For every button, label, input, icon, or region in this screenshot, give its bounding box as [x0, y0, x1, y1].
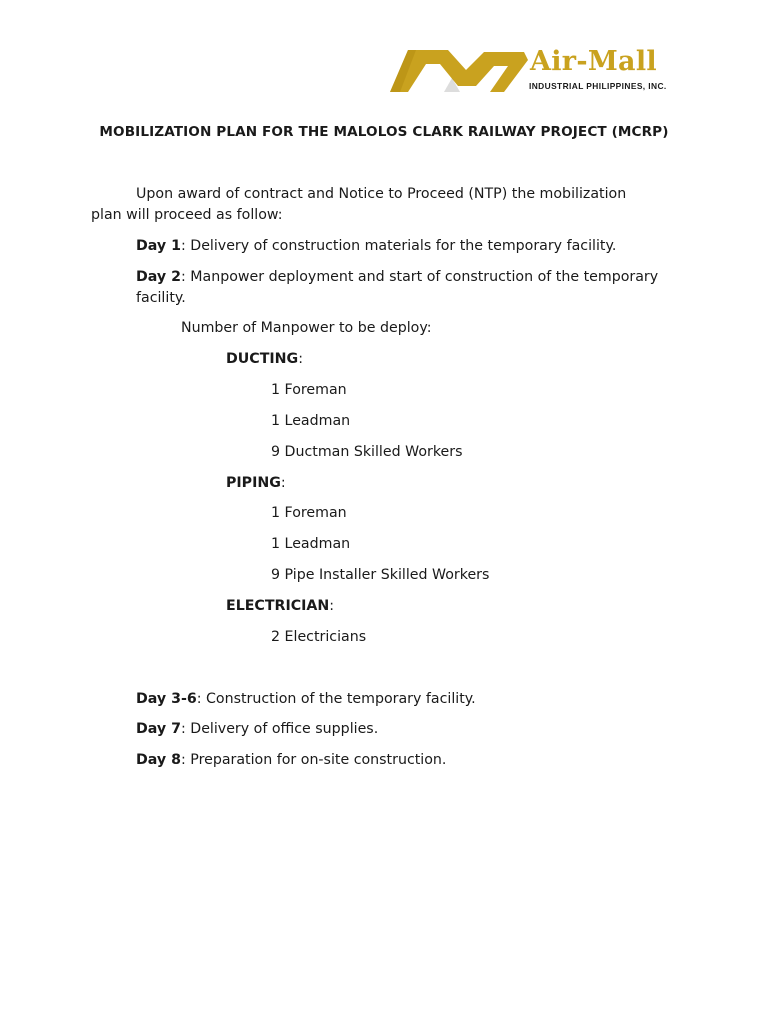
manpower-heading: Number of Manpower to be deploy:: [181, 320, 432, 336]
day-2-continuation: facility.: [136, 290, 186, 306]
day-label: Day 3-6: [136, 691, 197, 707]
section-name: DUCTING: [226, 351, 299, 367]
day-8-entry: [136, 752, 446, 768]
logo-subtitle: INDUSTRIAL PHILIPPINES, INC.: [529, 81, 667, 91]
day-1-entry: [136, 238, 616, 254]
day-3-6-entry: [136, 691, 476, 707]
section-ducting: [226, 351, 303, 367]
intro-line-2: plan will proceed as follow:: [91, 207, 283, 223]
list-item: 2 Electricians: [271, 629, 367, 645]
list-item: 1 Foreman: [271, 382, 347, 398]
section-colon: :: [280, 475, 286, 491]
document-title: MOBILIZATION PLAN FOR THE MALOLOS CLARK RAILWAY PROJECT (MCRP): [99, 124, 669, 140]
day-text: Delivery of construction materials for the temporary facility.: [185, 238, 617, 254]
section-piping: [226, 475, 286, 491]
list-item: 9 Pipe Installer Skilled Workers: [271, 567, 490, 583]
section-electrician: [226, 598, 334, 614]
day-text: Manpower deployment and start of construction of the temporary: [185, 269, 659, 285]
day-label: Day 8: [136, 752, 181, 768]
list-item: 1 Leadman: [271, 536, 351, 552]
intro-line-1: Upon award of contract and Notice to Proceed (NTP) the mobilization: [136, 186, 627, 202]
company-logo: [386, 44, 726, 100]
day-text: Preparation for on-site construction.: [185, 752, 447, 768]
logo-mark-icon: [386, 44, 532, 96]
day-text: Delivery of office supplies.: [185, 721, 379, 737]
list-item: 1 Foreman: [271, 505, 347, 521]
list-item: 1 Leadman: [271, 413, 351, 429]
day-colon: :: [180, 238, 186, 254]
day-label: Day 7: [136, 721, 181, 737]
day-7-entry: [136, 721, 378, 737]
section-colon: :: [329, 598, 335, 614]
day-colon: :: [180, 721, 186, 737]
logo-name: Air-Mall: [530, 46, 657, 77]
day-text: Construction of the temporary facility.: [201, 691, 476, 707]
day-label: Day 2: [136, 269, 181, 285]
day-colon: :: [196, 691, 202, 707]
section-colon: :: [298, 351, 303, 367]
day-label: Day 1: [136, 238, 181, 254]
section-name: PIPING: [226, 475, 281, 491]
day-colon: :: [180, 752, 186, 768]
section-name: ELECTRICIAN: [226, 598, 330, 614]
day-colon: :: [180, 269, 186, 285]
list-item: 9 Ductman Skilled Workers: [271, 444, 463, 460]
day-2-entry: [136, 269, 658, 285]
